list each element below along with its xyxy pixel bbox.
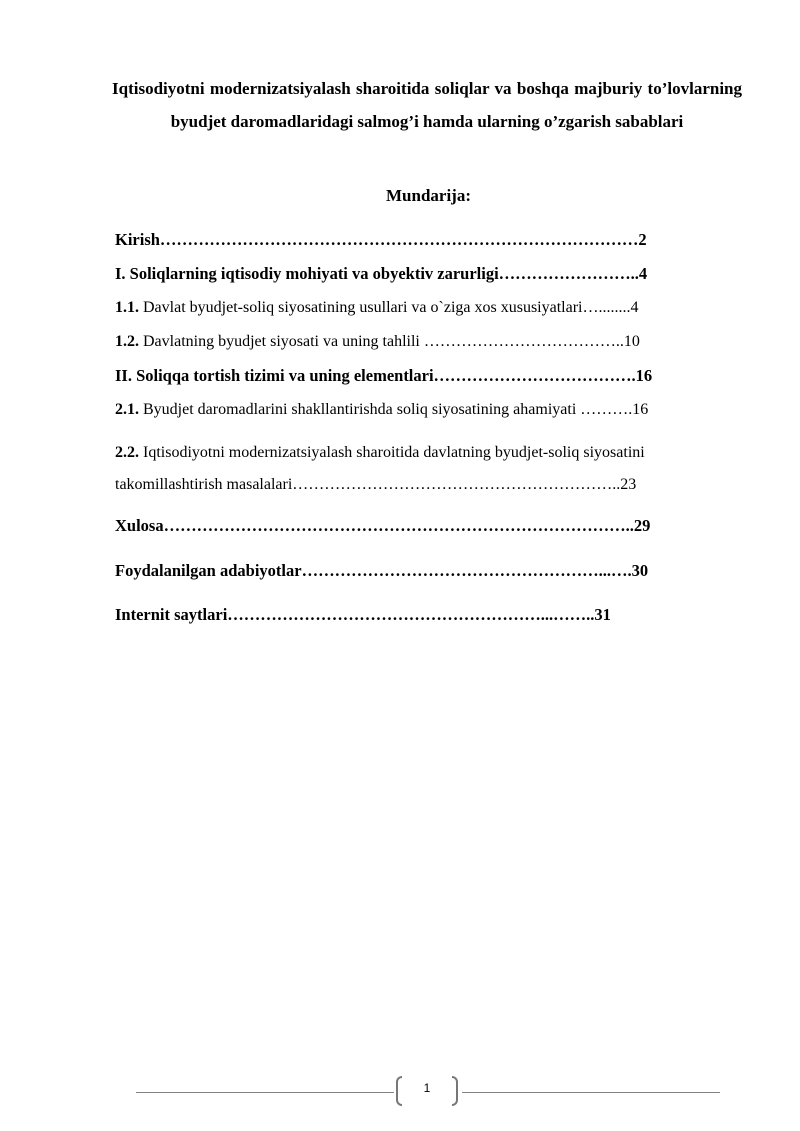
toc-entry-adabiyotlar: Foydalanilgan adabiyotlar………………………………………………...….30 (115, 561, 649, 580)
toc-text: Iqtisodiyotni modernizatsiyalash sharoitida davlatning byudjet-soliq siyosatini (139, 444, 645, 461)
toc-entry-2-1 (115, 397, 648, 423)
toc-entry-chapter-1: I. Soliqlarning iqtisodiy mohiyati va obyektiv zarurligi……………………..4 (115, 264, 648, 283)
toc-number: 2.2. (115, 444, 139, 461)
left-brace-icon (396, 1076, 402, 1106)
toc-text: Byudjet daromadlarini shakllantirishda soliq siyosatining ahamiyati ……….16 (139, 401, 649, 418)
toc-entry-1-2 (115, 329, 640, 355)
toc-number: 2.1. (115, 401, 139, 418)
toc-number: 1.1. (115, 299, 139, 316)
footer-rule-right (462, 1092, 720, 1093)
toc-entry-xulosa: Xulosa…………………………………………………………………………..29 (115, 516, 651, 535)
toc-entry-2-2 (115, 440, 645, 466)
page-number: 1 (423, 1081, 431, 1095)
toc-number: 1.2. (115, 333, 139, 350)
toc-entry-chapter-2: II. Soliqqa tortish tizimi va uning elementlari……………………………….16 (115, 366, 653, 385)
toc-heading: Mundarija: (386, 186, 471, 205)
footer-rule-left (136, 1092, 394, 1093)
toc-text: Davlatning byudjet siyosati va uning tahlili ………………………………..10 (139, 333, 640, 350)
toc-text: Davlat byudjet-soliq siyosatining usullari va o`ziga xos xususiyatlari…........4 (139, 299, 639, 316)
toc-entry-internet-saytlari: Internit saytlari…………………………………………………...……..31 (115, 605, 611, 624)
right-brace-icon (452, 1076, 458, 1106)
document-title: Iqtisodiyotni modernizatsiyalash sharoitida soliqlar va boshqa majburiy to’lovlarning byudjet daromadlaridagi salmog’i hamda ularning o’zgarish sabablari (112, 79, 742, 131)
toc-entry-1-1 (115, 295, 638, 321)
toc-entry-2-2-continued: takomillashtirish masalalari……………………………………………………..23 (115, 476, 637, 493)
toc-entry-kirish: Kirish……………………………………………………………………………2 (115, 230, 647, 249)
